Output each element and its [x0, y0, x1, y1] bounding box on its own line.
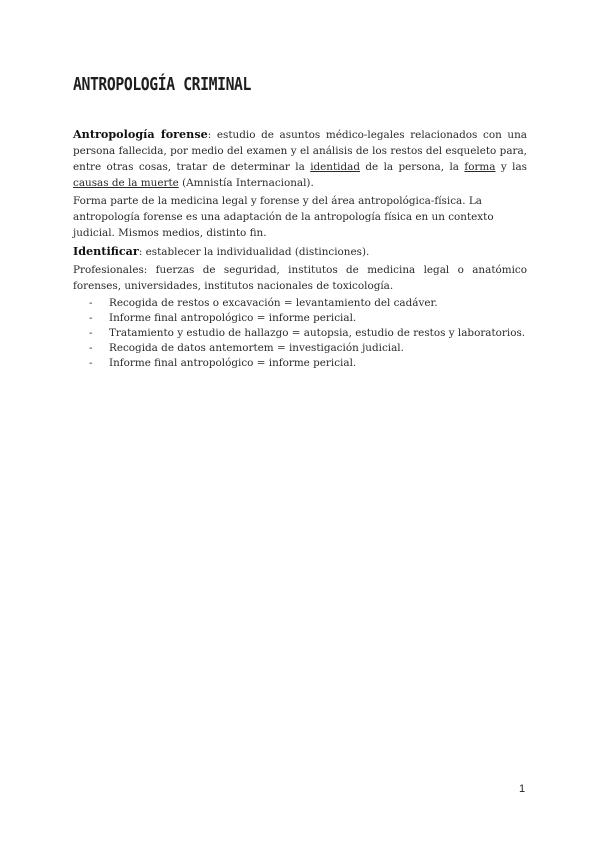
procedure-list: [73, 296, 527, 371]
identificar-text: : establecer la individualidad (distinciones).: [138, 246, 370, 258]
list-item-text: Recogida de datos antemortem = investigación judicial.: [109, 342, 404, 354]
definition-text-d: (Amnistía Internacional).: [178, 177, 314, 189]
dash-bullet: -: [89, 357, 93, 369]
term-identificar: Identificar: [73, 244, 139, 258]
dash-bullet: -: [89, 327, 93, 339]
paragraph-context: Forma parte de la medicina legal y forense y del área antropológica-física. La antropología forense es una adaptación de la antropología física en un contexto judicial. Mismos medios, distinto fin.: [73, 195, 494, 239]
paragraph-identificar: [73, 243, 527, 260]
list-item-text: Tratamiento y estudio de hallazgo = autopsia, estudio de restos y laboratorios.: [109, 327, 526, 339]
term-antropologia-forense: Antropología forense: [73, 127, 208, 141]
list-item-text: Recogida de restos o excavación = levantamiento del cadáver.: [109, 297, 438, 309]
paragraph-profesionales: Profesionales: fuerzas de seguridad, institutos de medicina legal o anatómico forenses, universidades, institutos nacionales de toxicología.: [73, 264, 527, 292]
dash-bullet: -: [89, 297, 93, 309]
underlined-forma: forma: [464, 161, 496, 173]
document-body: [73, 126, 527, 371]
definition-text-a: : estudio de asuntos médico-legales relacionados con una persona fallecida, por medio del examen y el análisis de los restos del esqueleto para, entre otras cosas, tratar de determinar la: [73, 129, 527, 173]
underlined-causas-muerte: causas de la muerte: [73, 177, 179, 189]
page-number: 1: [519, 783, 526, 795]
paragraph-definition: [73, 126, 527, 191]
dash-bullet: -: [89, 312, 93, 324]
page-title: ANTROPOLOGÍA CRIMINAL: [73, 74, 252, 95]
underlined-identidad: identidad: [310, 161, 360, 173]
list-item: [73, 296, 527, 311]
list-item: [73, 356, 527, 371]
list-item: [73, 341, 527, 356]
list-item-text: Informe final antropológico = informe pericial.: [109, 357, 357, 369]
list-item: [73, 326, 527, 341]
definition-text-b: de la persona, la: [360, 161, 465, 173]
list-item: [73, 311, 527, 326]
dash-bullet: -: [89, 342, 93, 354]
list-item-text: Informe final antropológico = informe pericial.: [109, 312, 357, 324]
definition-text-c: y las: [495, 161, 527, 173]
